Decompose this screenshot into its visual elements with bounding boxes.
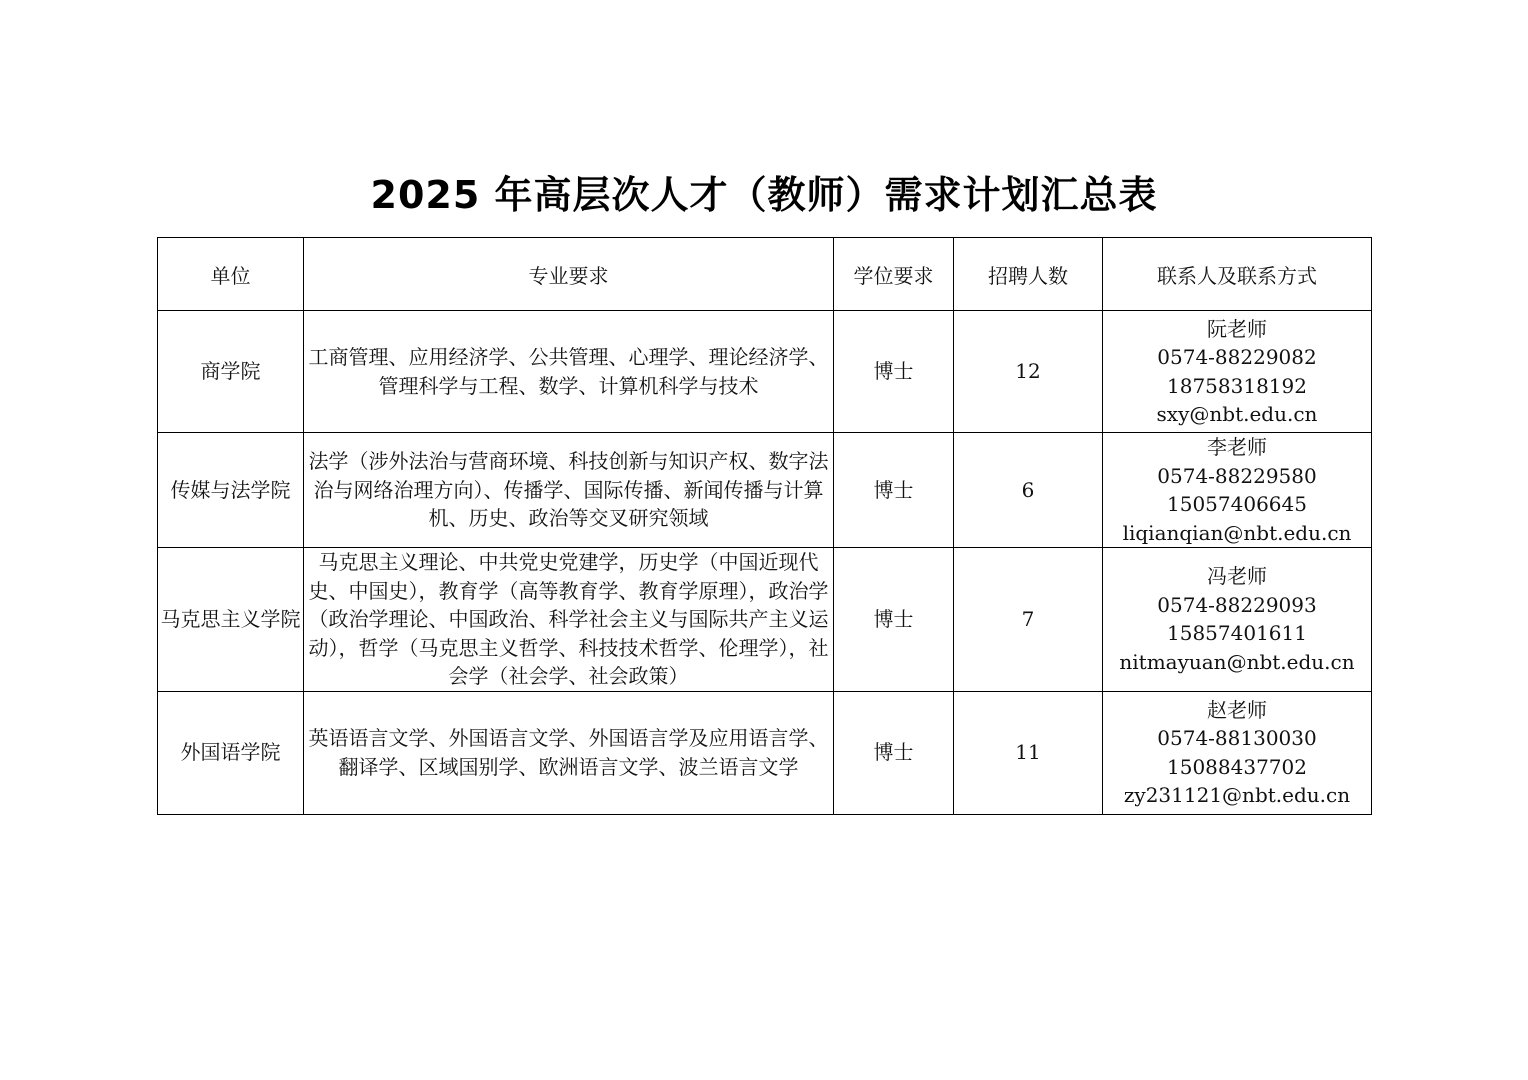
degree-cell: 博士 <box>834 548 954 692</box>
contact-mobile: 15857401611 <box>1167 621 1307 646</box>
unit-cell: 商学院 <box>158 311 304 433</box>
contact-email: liqianqian@nbt.edu.cn <box>1122 520 1352 545</box>
contact-name: 李老师 <box>1207 435 1267 459</box>
unit-cell: 外国语学院 <box>158 691 304 814</box>
major-cell: 英语语言文学、外国语言文学、外国语言学及应用语言学、翻译学、区域国别学、欧洲语言文学、波兰语言文学 <box>304 691 834 814</box>
contact-email: sxy@nbt.edu.cn <box>1156 402 1318 426</box>
degree-cell: 博士 <box>834 311 954 433</box>
contact-cell <box>1103 691 1372 814</box>
count-cell: 7 <box>954 548 1103 692</box>
page-title: 2025 年高层次人才（教师）需求计划汇总表 <box>370 173 1158 217</box>
contact-mobile: 18758318192 <box>1167 373 1307 398</box>
contact-email: zy231121@nbt.edu.cn <box>1123 783 1351 807</box>
header-unit: 单位 <box>158 238 304 311</box>
contact-mobile: 15057406645 <box>1167 492 1307 516</box>
contact-name: 阮老师 <box>1207 316 1267 341</box>
contact-phone: 0574-88229580 <box>1157 463 1317 488</box>
table-header-row <box>158 238 1372 311</box>
contact-mobile: 15088437702 <box>1167 754 1307 779</box>
contact-cell <box>1103 433 1372 548</box>
recruitment-table <box>157 237 1372 815</box>
unit-cell: 传媒与法学院 <box>158 433 304 548</box>
degree-cell: 博士 <box>834 691 954 814</box>
count-cell: 11 <box>954 691 1103 814</box>
table-row <box>158 433 1372 548</box>
header-count: 招聘人数 <box>954 238 1103 311</box>
header-degree: 学位要求 <box>834 238 954 311</box>
contact-phone: 0574-88229082 <box>1157 345 1317 369</box>
header-major: 专业要求 <box>304 238 834 311</box>
table-row <box>158 691 1372 814</box>
degree-cell: 博士 <box>834 433 954 548</box>
major-cell: 工商管理、应用经济学、公共管理、心理学、理论经济学、管理科学与工程、数学、计算机科学与技术 <box>304 311 834 433</box>
header-contact: 联系人及联系方式 <box>1103 238 1372 311</box>
count-cell: 12 <box>954 311 1103 433</box>
contact-phone: 0574-88130030 <box>1157 726 1317 750</box>
contact-phone: 0574-88229093 <box>1157 592 1317 617</box>
major-cell: 法学（涉外法治与营商环境、科技创新与知识产权、数字法治与网络治理方向）、传播学、国际传播、新闻传播与计算机、历史、政治等交叉研究领域 <box>304 433 834 548</box>
contact-email: nitmayuan@nbt.edu.cn <box>1119 649 1355 674</box>
contact-name: 赵老师 <box>1207 697 1267 722</box>
contact-name: 冯老师 <box>1207 564 1267 589</box>
table-row <box>158 311 1372 433</box>
unit-cell: 马克思主义学院 <box>158 548 304 692</box>
count-cell: 6 <box>954 433 1103 548</box>
contact-cell <box>1103 311 1372 433</box>
major-cell: 马克思主义理论、中共党史党建学，历史学（中国近现代史、中国史），教育学（高等教育学、教育学原理），政治学（政治学理论、中国政治、科学社会主义与国际共产主义运动），哲学（马克思主义哲学、科技技术哲学、伦理学），社会学（社会学、社会政策） <box>304 548 834 692</box>
table-row <box>158 548 1372 692</box>
contact-cell <box>1103 548 1372 692</box>
